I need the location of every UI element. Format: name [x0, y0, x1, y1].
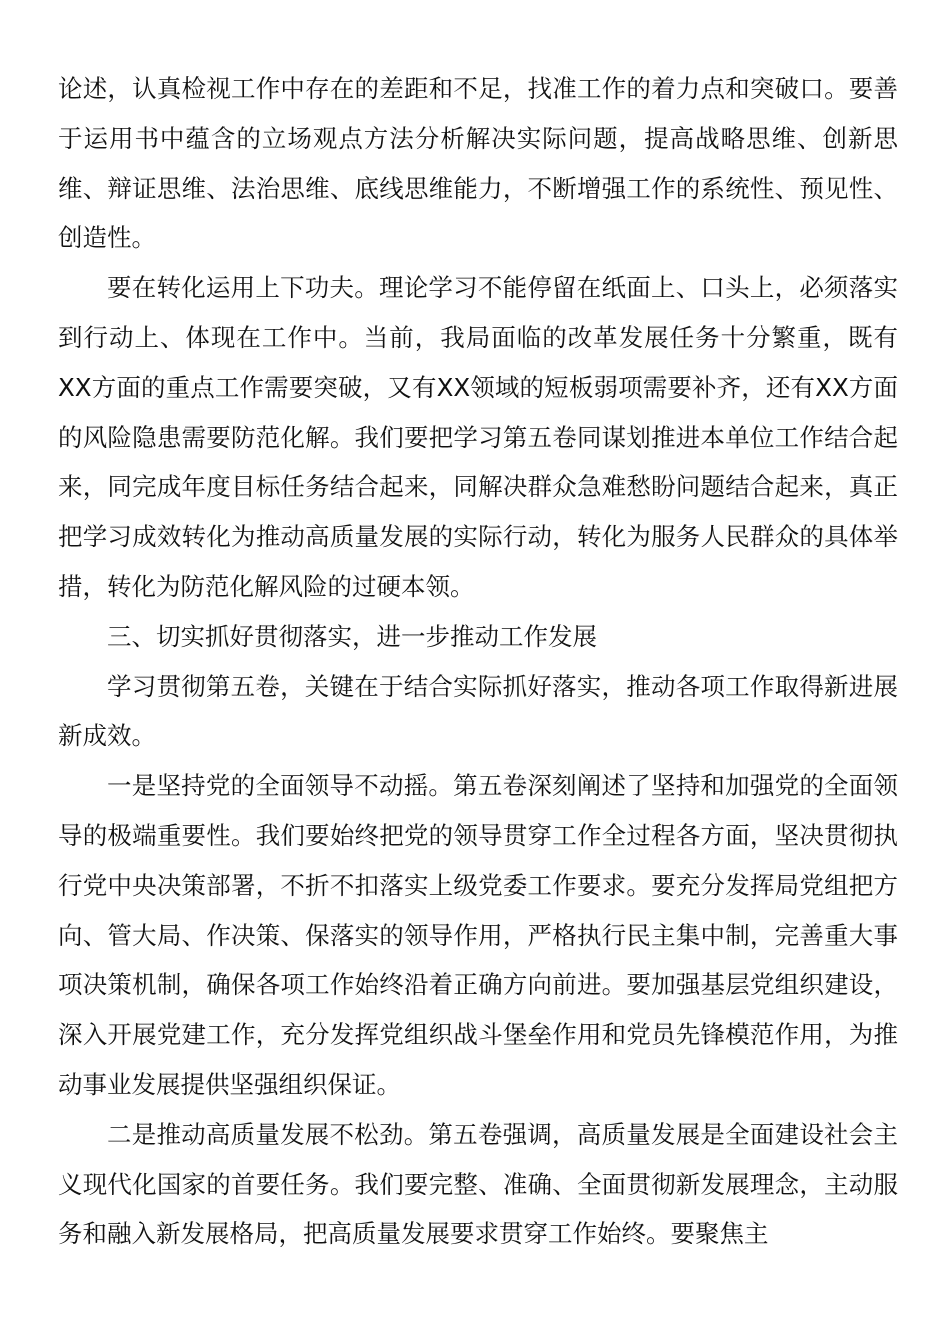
paragraph-point-two: 二是推动高质量发展不松劲。第五卷强调，高质量发展是全面建设社会主义现代化国家的首要任务。我们要完整、准确、全面贯彻新发展理念，主动服务和融入新发展格局，把高质量发展要求贯穿工作始终。要聚焦主	[58, 1119, 898, 1249]
section-heading-three: 三、切实抓好贯彻落实，进一步推动工作发展	[107, 621, 597, 651]
paragraph-implementation-intro: 学习贯彻第五卷，关键在于结合实际抓好落实，推动各项工作取得新进展新成效。	[58, 671, 898, 751]
document-page	[58, 64, 898, 1259]
paragraph-continuation: 论述，认真检视工作中存在的差距和不足，找准工作的着力点和突破口。要善于运用书中蕴含的立场观点方法分析解决实际问题，提高战略思维、创新思维、辩证思维、法治思维、底线思维能力，不断增强工作的系统性、预见性、创造性。	[58, 74, 898, 253]
paragraph-point-one: 一是坚持党的全面领导不动摇。第五卷深刻阐述了坚持和加强党的全面领导的极端重要性。我们要始终把党的领导贯穿工作全过程各方面，坚决贯彻执行党中央决策部署，不折不扣落实上级党委工作要求。要充分发挥局党组把方向、管大局、作决策、保落实的领导作用，严格执行民主集中制，完善重大事项决策机制，确保各项工作始终沿着正确方向前进。要加强基层党组织建设，深入开展党建工作，充分发挥党组织战斗堡垒作用和党员先锋模范作用，为推动事业发展提供坚强组织保证。	[58, 771, 898, 1099]
paragraph-transform-apply: 要在转化运用上下功夫。理论学习不能停留在纸面上、口头上，必须落实到行动上、体现在工作中。当前，我局面临的改革发展任务十分繁重，既有XX方面的重点工作需要突破，又有XX领域的短板弱项需要补齐，还有XX方面的风险隐患需要防范化解。我们要把学习第五卷同谋划推进本单位工作结合起来，同完成年度目标任务结合起来，同解决群众急难愁盼问题结合起来，真正把学习成效转化为推动高质量发展的实际行动，转化为服务人民群众的具体举措，转化为防范化解风险的过硬本领。	[58, 273, 898, 601]
